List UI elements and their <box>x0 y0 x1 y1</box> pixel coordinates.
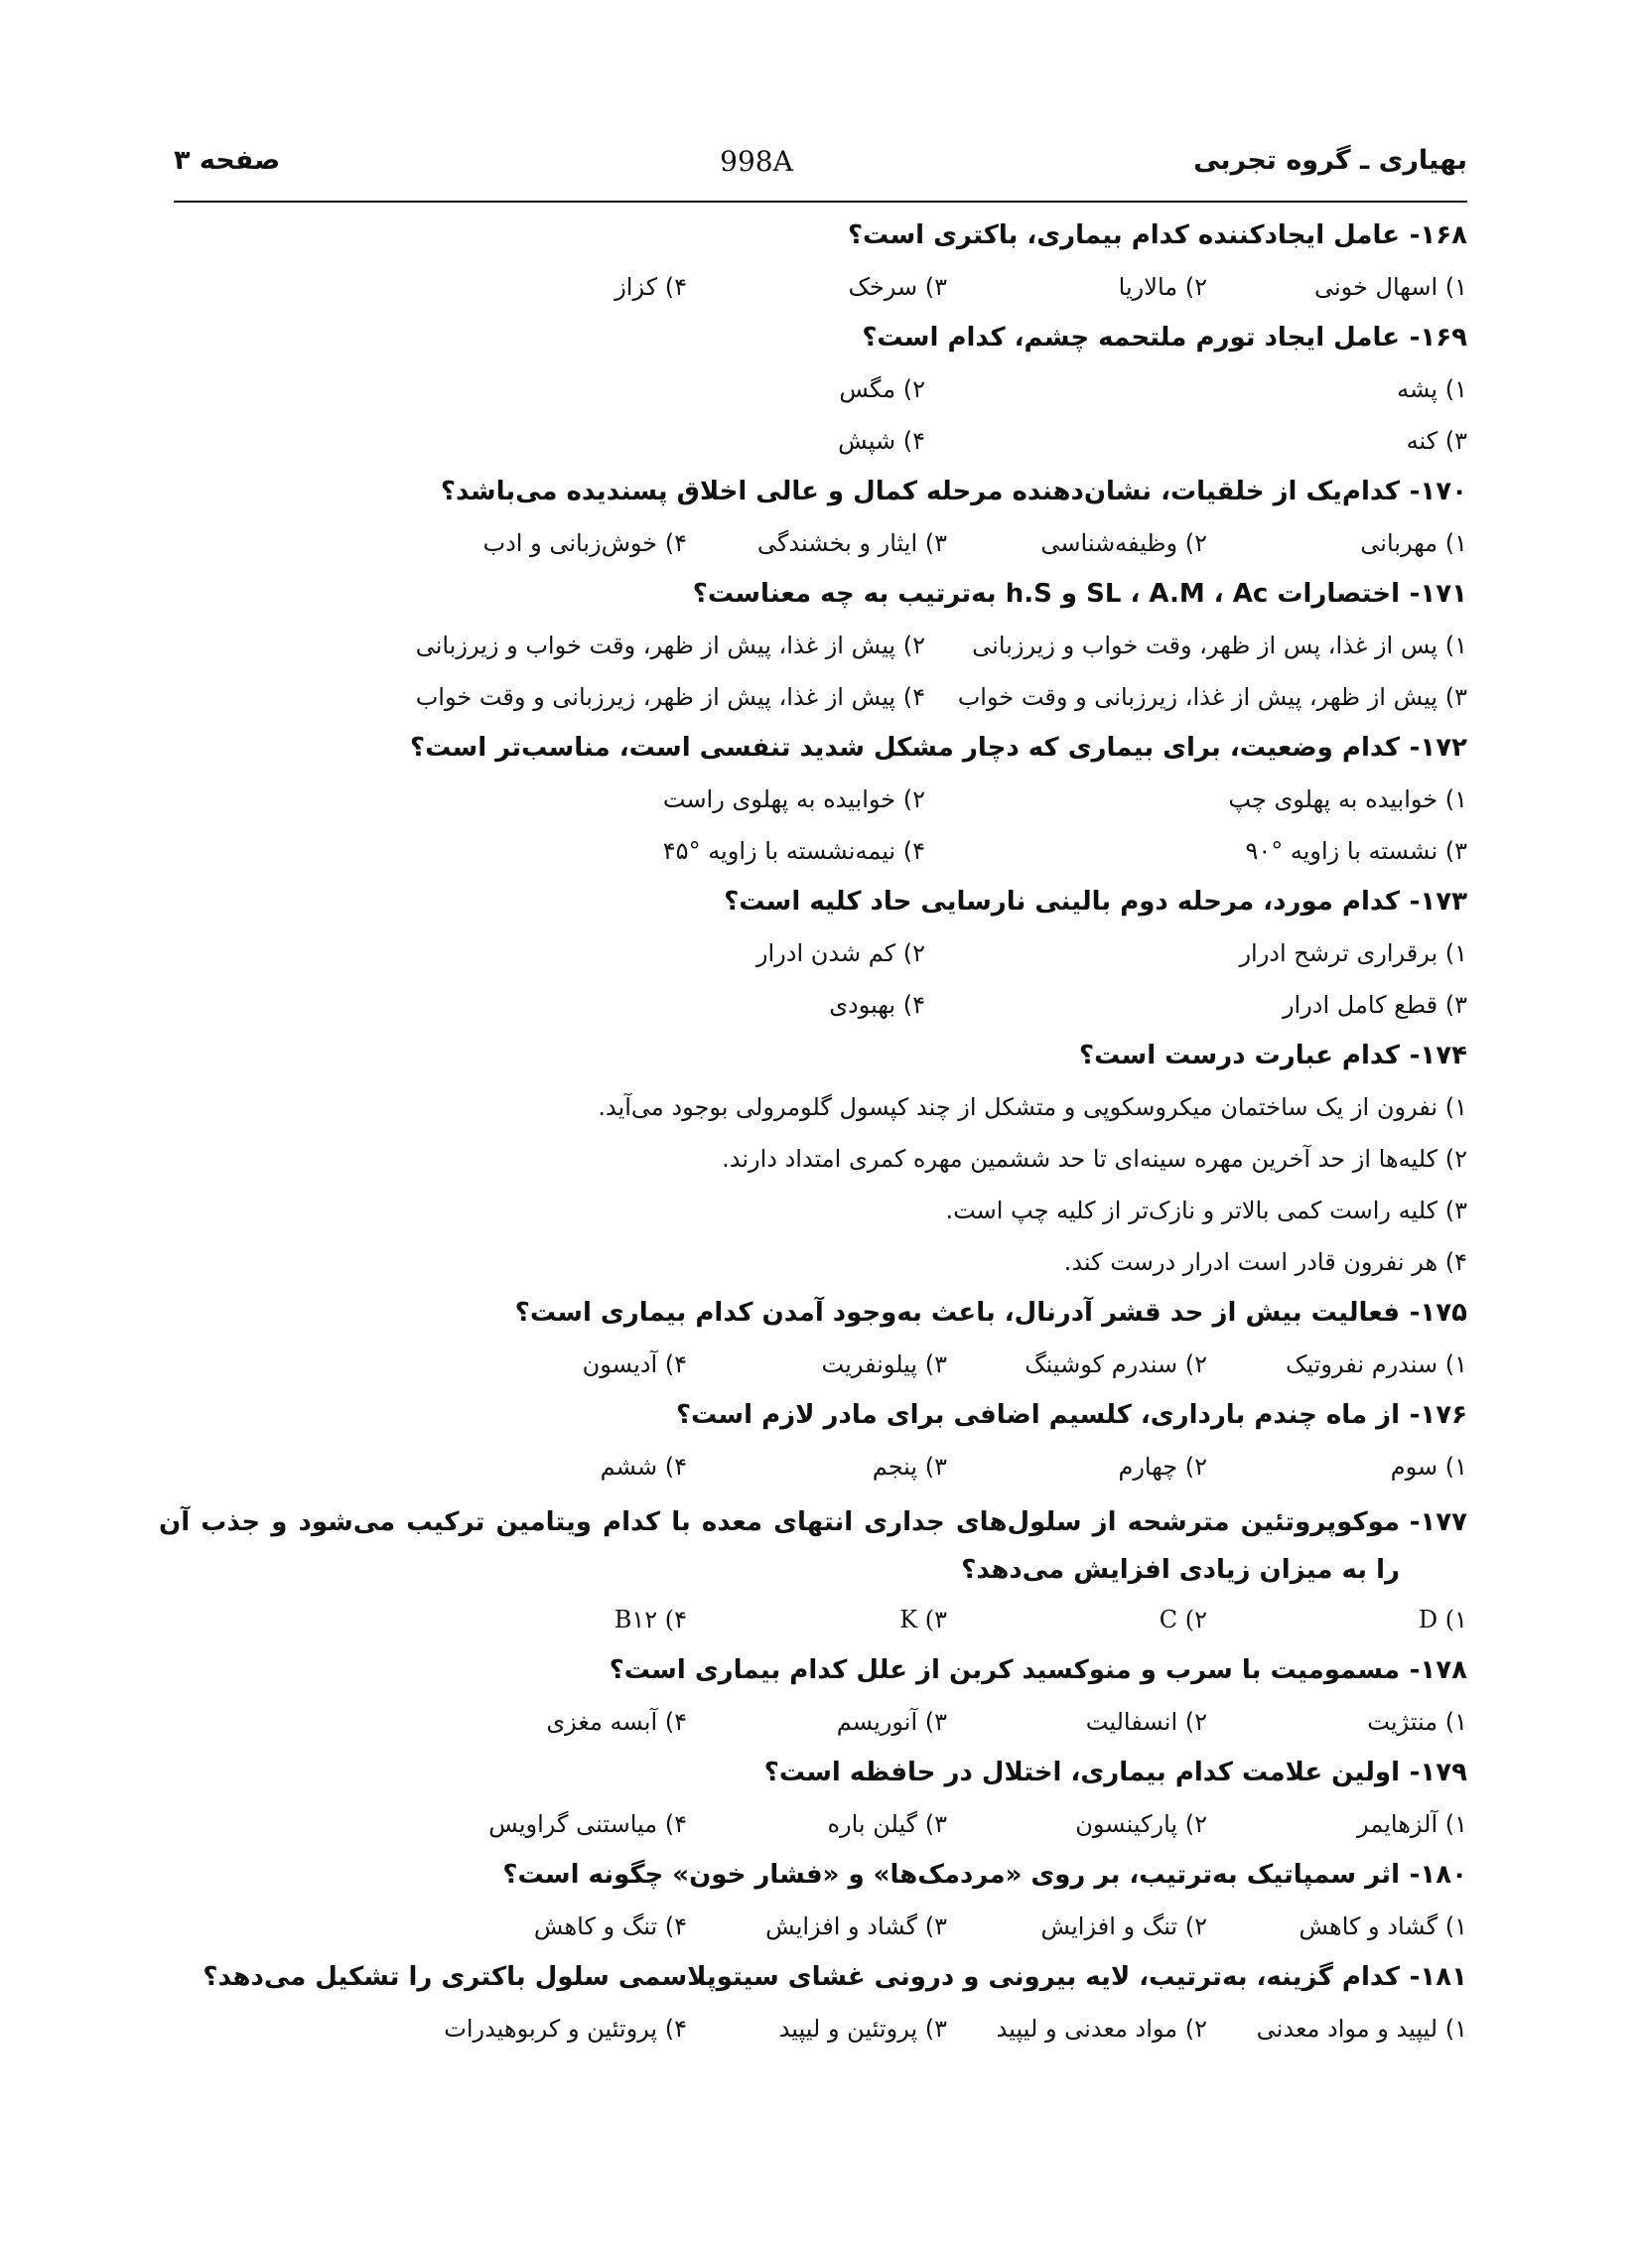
answer-option[interactable]: B۱۲ (۴ <box>614 1606 687 1633</box>
question-text: کدام گزینه، به‌ترتیب، لایه بیرونی و درونی غشای سیتوپلاسمی سلول باکتری را تشکیل می‌دهد؟ <box>203 1962 1400 1992</box>
answer-option[interactable]: ۳) کنه <box>1406 427 1467 455</box>
answer-option[interactable]: ۱) اسهال خونی <box>1313 273 1467 301</box>
question-181 <box>159 1952 1467 2055</box>
question-stem <box>159 723 1467 774</box>
answer-option[interactable]: ۱) سوم <box>1390 1453 1467 1481</box>
question-number: ۱۷۹- <box>1409 1758 1467 1787</box>
question-number: ۱۷۱- <box>1409 579 1467 609</box>
question-number: ۱۸۰- <box>1409 1860 1467 1890</box>
answer-option[interactable]: ۳) پنجم <box>872 1453 947 1481</box>
answer-option[interactable]: ۱) گشاد و کاهش <box>1299 1913 1467 1940</box>
question-stem <box>159 1952 1467 2003</box>
question-text: مسمومیت با سرب و منوکسید کربن از علل کدام بیماری است؟ <box>609 1655 1400 1685</box>
question-stem <box>159 877 1467 927</box>
answer-option[interactable]: ۱) آلزهایمر <box>1357 1810 1467 1838</box>
answer-option[interactable]: ۲) مگس <box>839 375 925 403</box>
answer-option[interactable]: D (۱ <box>1418 1606 1467 1633</box>
question-text: عامل ایجاد تورم ملتحمه چشم، کدام است؟ <box>862 323 1400 353</box>
answer-option[interactable]: ۲) پارکینسون <box>1075 1810 1207 1838</box>
answer-options <box>159 363 1467 467</box>
answer-option[interactable]: ۳) سرخک <box>848 273 947 301</box>
question-stem <box>159 1288 1467 1339</box>
question-number: ۱۷۵- <box>1409 1298 1467 1328</box>
question-number: ۱۷۷- <box>1409 1507 1467 1537</box>
question-stem <box>159 1492 1467 1594</box>
answer-option[interactable]: ۲) چهارم <box>1118 1453 1207 1481</box>
answer-option[interactable]: ۲) خوابیده به پهلوی راست <box>662 785 925 813</box>
question-list <box>159 211 1467 2055</box>
question-stem <box>159 467 1467 517</box>
question-number: ۱۷۳- <box>1409 887 1467 917</box>
answer-option[interactable]: ۴) ششم <box>600 1453 687 1481</box>
question-text: کدام عبارت درست است؟ <box>1079 1041 1400 1070</box>
question-stem <box>159 569 1467 620</box>
answer-option[interactable]: ۴) تنگ و کاهش <box>533 1913 687 1940</box>
answer-option[interactable]: ۱) نفرون از یک ساختمان میکروسکوپی و متشکل از چند کپسول گلومرولی بوجود می‌آید. <box>598 1093 1467 1121</box>
answer-option[interactable]: ۳) نشسته با زاویه °۹۰ <box>1245 837 1467 865</box>
answer-options <box>159 1798 1467 1850</box>
question-text: کدام‌یک از خلقیات، نشان‌دهنده مرحله کمال و عالی اخلاق پسندیده می‌باشد؟ <box>440 477 1400 506</box>
question-175 <box>159 1288 1467 1390</box>
question-171 <box>159 569 1467 723</box>
answer-option[interactable]: ۱) برقراری ترشح ادرار <box>1239 939 1467 967</box>
answer-option[interactable]: K (۳ <box>899 1606 947 1633</box>
question-number: ۱۸۱- <box>1409 1962 1467 1992</box>
answer-option[interactable]: ۴) کزاز <box>615 273 687 301</box>
question-number: ۱۷۸- <box>1409 1655 1467 1685</box>
answer-option[interactable]: ۳) پروتئین و لیپید <box>778 2015 947 2043</box>
question-text: فعالیت بیش از حد قشر آدرنال، باعث به‌وجود آمدن کدام بیماری است؟ <box>514 1298 1400 1328</box>
answer-option[interactable]: ۱) سندرم نفروتیک <box>1286 1350 1467 1378</box>
question-number: ۱۶۹- <box>1409 323 1467 353</box>
question-text: موکوپروتئین مترشحه از سلول‌های جداری انتهای معده با کدام ویتامین ترکیب می‌شود و جذب آن را به میزان زیادی افزایش می‌دهد؟ <box>159 1507 1400 1585</box>
answer-option[interactable]: ۳) آنوریسم <box>836 1708 947 1736</box>
answer-options <box>159 1594 1467 1645</box>
question-number: ۱۶۸- <box>1409 220 1467 250</box>
answer-option[interactable]: ۲) کم شدن ادرار <box>755 939 925 967</box>
question-text: اثر سمپاتیک به‌ترتیب، بر روی «مردمک‌ها» و «فشار خون» چگونه است؟ <box>502 1860 1400 1890</box>
answer-option[interactable]: ۴) نیمه‌نشسته با زاویه °۴۵ <box>662 837 925 865</box>
page-number: صفحه ۳ <box>174 145 281 176</box>
answer-option[interactable]: ۳) ایثار و بخشندگی <box>756 529 947 557</box>
question-179 <box>159 1748 1467 1850</box>
question-number: ۱۷۶- <box>1409 1400 1467 1430</box>
question-text: عامل ایجادکننده کدام بیماری، باکتری است؟ <box>847 220 1400 250</box>
answer-option[interactable]: ۳) گیلن باره <box>827 1810 947 1838</box>
answer-options <box>159 517 1467 569</box>
answer-options <box>159 2003 1467 2055</box>
answer-option[interactable]: ۴) پیش از غذا، پیش از ظهر، زیرزبانی و وقت خواب <box>415 683 925 711</box>
answer-option[interactable]: ۴) بهبودی <box>829 991 925 1019</box>
answer-option[interactable]: ۴) آدیسون <box>582 1350 687 1378</box>
question-176 <box>159 1390 1467 1492</box>
answer-options <box>159 927 1467 1031</box>
answer-options <box>159 620 1467 723</box>
answer-option[interactable]: ۲) پیش از غذا، پیش از ظهر، وقت خواب و زیرزبانی <box>415 632 925 659</box>
question-174 <box>159 1031 1467 1288</box>
answer-option[interactable]: ۴) آبسه مغزی <box>546 1708 687 1736</box>
question-stem <box>159 211 1467 261</box>
answer-option[interactable]: ۴) پروتئین و کربوهیدرات <box>444 2015 687 2043</box>
answer-options <box>159 1901 1467 1952</box>
question-169 <box>159 313 1467 467</box>
question-170 <box>159 467 1467 569</box>
page-title: بهیاری ـ گروه تجربی <box>1193 145 1467 176</box>
exam-code: 998A <box>720 145 793 178</box>
question-text: اختصارات SL ، A.M ، Ac و h.S به‌ترتیب به چه معناست؟ <box>692 579 1400 609</box>
answer-option[interactable]: ۱) خوابیده به پهلوی چپ <box>1228 785 1467 813</box>
answer-option[interactable]: ۲) وظیفه‌شناسی <box>1040 529 1207 557</box>
answer-options <box>159 774 1467 877</box>
answer-option[interactable]: ۲) سندرم کوشینگ <box>1025 1350 1207 1378</box>
answer-options <box>159 1339 1467 1390</box>
question-stem <box>159 1645 1467 1696</box>
answer-option[interactable]: C (۲ <box>1159 1606 1207 1633</box>
answer-option[interactable]: ۴) میاستنی گراویس <box>488 1810 687 1838</box>
answer-options <box>159 1081 1467 1288</box>
answer-option[interactable]: ۳) قطع کامل ادرار <box>1282 991 1467 1019</box>
answer-option[interactable]: ۴) شپش <box>838 427 925 455</box>
answer-option[interactable]: ۱) پشه <box>1397 375 1467 403</box>
question-172 <box>159 723 1467 877</box>
question-text: از ماه چندم بارداری، کلسیم اضافی برای مادر لازم است؟ <box>675 1400 1400 1430</box>
answer-option[interactable]: ۳) کلیه راست کمی بالاتر و نازک‌تر از کلیه چپ است. <box>945 1197 1467 1224</box>
question-173 <box>159 877 1467 1031</box>
answer-option[interactable]: ۲) مواد معدنی و لیپید <box>996 2015 1207 2043</box>
answer-option[interactable]: ۳) پیلونفریت <box>821 1350 947 1378</box>
question-stem <box>159 1031 1467 1081</box>
header-divider <box>174 201 1467 203</box>
answer-option[interactable]: ۲) مالاریا <box>1118 273 1207 301</box>
question-number: ۱۷۲- <box>1409 733 1467 763</box>
question-stem <box>159 1748 1467 1798</box>
question-text: کدام مورد، مرحله دوم بالینی نارسایی حاد کلیه است؟ <box>724 887 1400 917</box>
question-stem <box>159 1390 1467 1441</box>
question-178 <box>159 1645 1467 1748</box>
answer-option[interactable]: ۲) انسفالیت <box>1085 1708 1207 1736</box>
question-stem <box>159 1850 1467 1901</box>
answer-option[interactable]: ۲) کلیه‌ها از حد آخرین مهره سینه‌ای تا حد ششمین مهره کمری امتداد دارند. <box>722 1145 1467 1173</box>
question-177 <box>159 1492 1467 1645</box>
answer-option[interactable]: ۱) پس از غذا، پس از ظهر، وقت خواب و زیرزبانی <box>972 632 1467 659</box>
answer-option[interactable]: ۴) هر نفرون قادر است ادرار درست کند. <box>1063 1248 1467 1276</box>
question-stem <box>159 313 1467 363</box>
question-180 <box>159 1850 1467 1952</box>
answer-option[interactable]: ۱) مهربانی <box>1360 529 1467 557</box>
question-number: ۱۷۴- <box>1409 1041 1467 1070</box>
answer-option[interactable]: ۲) تنگ و افزایش <box>1040 1913 1207 1940</box>
answer-option[interactable]: ۱) لیپید و مواد معدنی <box>1256 2015 1467 2043</box>
answer-option[interactable]: ۳) گشاد و افزایش <box>765 1913 947 1940</box>
question-text: اولین علامت کدام بیماری، اختلال در حافظه است؟ <box>763 1758 1400 1787</box>
question-text: کدام وضعیت، برای بیماری که دچار مشکل شدید تنفسی است، مناسب‌تر است؟ <box>410 733 1400 763</box>
question-number: ۱۷۰- <box>1409 477 1467 506</box>
answer-option[interactable]: ۳) پیش از ظهر، پیش از غذا، زیرزبانی و وقت خواب <box>957 683 1467 711</box>
answer-options <box>159 261 1467 313</box>
answer-option[interactable]: ۱) منتژیت <box>1367 1708 1467 1736</box>
answer-option[interactable]: ۴) خوش‌زبانی و ادب <box>482 529 687 557</box>
question-168 <box>159 211 1467 313</box>
answer-options <box>159 1696 1467 1748</box>
answer-options <box>159 1441 1467 1492</box>
